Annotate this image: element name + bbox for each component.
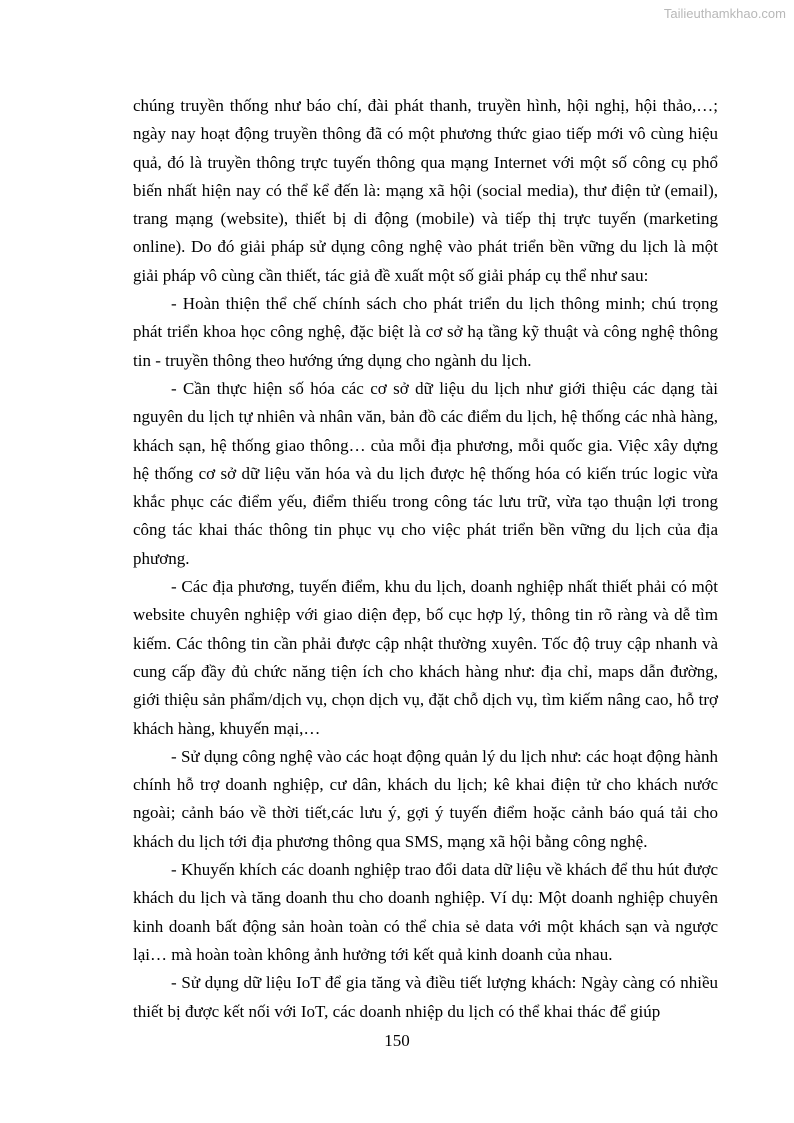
paragraph-website: - Các địa phương, tuyến điểm, khu du lịch, doanh nghiệp nhất thiết phải có một website chuyên nghiệp với giao diện đẹp, bố cục hợp lý, thông tin rõ ràng và dễ tìm kiếm. Các thông tin cần phải được cập nhật thường xuyên. Tốc độ truy cập nhanh và cung cấp đầy đủ chức năng tiện ích cho khách hàng như: địa chỉ, maps dẫn đường, giới thiệu sản phẩm/dịch vụ, chọn dịch vụ, đặt chỗ dịch vụ, tìm kiếm nâng cao, hỗ trợ khách hàng, khuyến mại,…: [133, 577, 718, 738]
paragraph-institutional-policy: - Hoàn thiện thể chế chính sách cho phát triển du lịch thông minh; chú trọng phát triển khoa học công nghệ, đặc biệt là cơ sở hạ tầng kỹ thuật và công nghệ thông tin - truyền thông theo hướng ứng dụng cho ngành du lịch.: [133, 294, 718, 370]
paragraph-tourism-management: - Sử dụng công nghệ vào các hoạt động quản lý du lịch như: các hoạt động hành chính hỗ trợ doanh nghiệp, cư dân, khách du lịch; kê khai điện tử cho khách nước ngoài; cảnh báo về thời tiết,các lưu ý, gợi ý tuyến điểm hoặc cảnh báo quá tải cho khách du lịch tới địa phương thông qua SMS, mạng xã hội bằng công nghệ.: [133, 746, 718, 851]
watermark: Tailieuthamkhao.com: [663, 6, 786, 21]
paragraph-iot: - Sử dụng dữ liệu IoT để gia tăng và điều tiết lượng khách: Ngày càng có nhiều thiết bị được kết nối với IoT, các doanh nhiệp du lịch có thể khai thác để giúp: [133, 973, 718, 1021]
page-number: 150: [384, 1031, 410, 1050]
paragraph-digitization: - Cần thực hiện số hóa các cơ sở dữ liệu du lịch như giới thiệu các dạng tài nguyên du lịch tự nhiên và nhân văn, bản đồ các điểm du lịch, hệ thống các nhà hàng, khách sạn, hệ thống giao thông… của mỗi địa phương, mỗi quốc gia. Việc xây dựng hệ thống cơ sở dữ liệu văn hóa và du lịch được hệ thống hóa có kiến trúc logic vừa khắc phục các điểm yếu, điểm thiếu trong công tác lưu trữ, vừa tạo thuận lợi trong công tác khai thác thông tin phục vụ cho việc phát triển bền vững du lịch của địa phương.: [133, 378, 718, 568]
document-body: [133, 92, 718, 1026]
paragraph-continuation: chúng truyền thống như báo chí, đài phát thanh, truyền hình, hội nghị, hội thảo,…; ngày nay hoạt động truyền thông đã có một phương thức giao tiếp mới vô cùng hiệu quả, đó là truyền thông trực tuyến thông qua mạng Internet với một số công cụ phổ biến nhất hiện nay có thể kể đến là: mạng xã hội (social media), thư điện tử (email), trang mạng (website), thiết bị di động (mobile) và tiếp thị trực tuyến (marketing online). Do đó giải pháp sử dụng công nghệ vào phát triển bền vững du lịch là một giải pháp vô cùng cần thiết, tác giả đề xuất một số giải pháp cụ thể như sau:: [133, 96, 718, 285]
paragraph-data-exchange: - Khuyến khích các doanh nghiệp trao đổi data dữ liệu về khách để thu hút được khách du lịch và tăng doanh thu cho doanh nghiệp. Ví dụ: Một doanh nghiệp chuyên kinh doanh bất động sản hoàn toàn có thể chia sẻ data với một khách sạn và ngược lại… mà hoàn toàn không ảnh hưởng tới kết quả kinh doanh của nhau.: [133, 860, 718, 964]
